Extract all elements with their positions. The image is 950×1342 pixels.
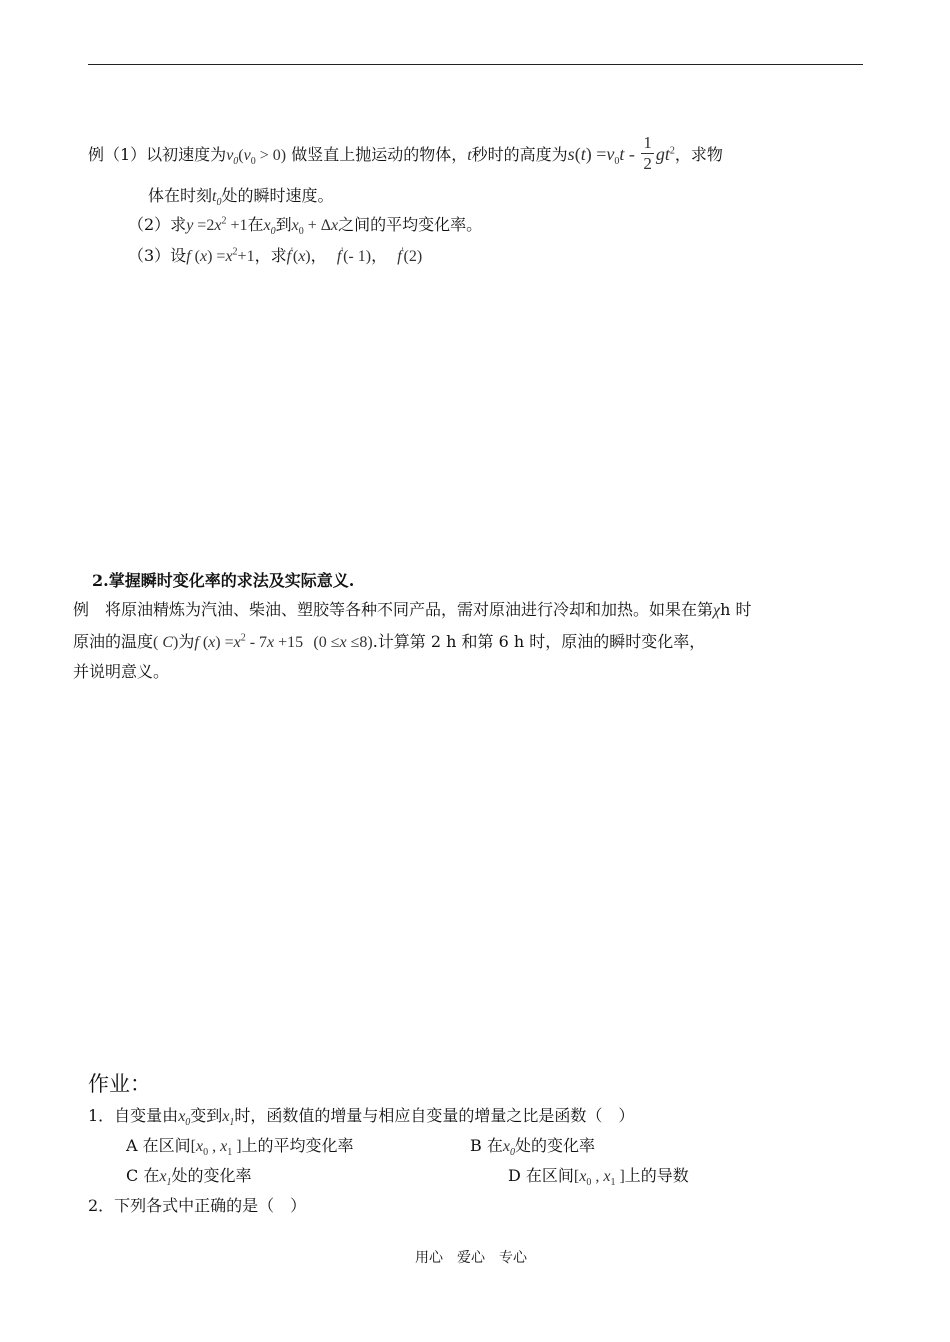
formula-v0-condition: $(v_0 > 0)$ [238, 147, 287, 168]
formula-q1-x0: $x_0$ [178, 1108, 191, 1129]
formula-chi: χ [713, 602, 721, 619]
formula-v0: $v_0$ [226, 147, 239, 168]
example-3-line: （3）设f $(x) =x^2+1$，求f'(x)， f'(- 1)， f'(2) [128, 246, 423, 265]
formula-interval-a: [$x_0$ , $x_1$ ] [190, 1138, 242, 1159]
page-footer: 用心 爱心 专心 [415, 1250, 527, 1266]
header-rule [88, 64, 863, 65]
section-2-line-2: 原油的温度( C)为f $(x) =x^2 - 7x +15$ (0 ≤x ≤8).计算第 2 h 和第 6 h 时，原油的瞬时变化率， [73, 632, 706, 651]
formula-option-b-x0: $x_0$ [502, 1138, 515, 1159]
example-1-line: 例（1）以初速度为$v_0(v_0 > 0)$ 做竖直上抛运动的物体，t秒时的高度为$s(t) =v_0t$ - $\frac{1}{2}$ $gt^2$，求物 [88, 133, 723, 173]
homework-question-1: 1．自变量由$x_0$变到$x_1$时，函数值的增量与相应自变量的增量之比是函数（ ） [88, 1106, 635, 1129]
formula-fprime-x: f [286, 248, 292, 265]
option-b: B 在$x_0$处的变化率 [470, 1136, 595, 1159]
section-2-line-1: 例 将原油精炼为汽油、柴油、塑胶等各种不同产品，需对原油进行冷却和加热。如果在第χh 时 [73, 600, 752, 619]
formula-height: s [567, 144, 575, 164]
formula-q1-x1: $x_1$ [222, 1108, 235, 1129]
formula-domain: (0 ≤x ≤8) [313, 634, 373, 651]
option-d: D 在区间[$x_0$ , $x_1$ ]上的导数 [508, 1166, 689, 1189]
formula-interval-d: [$x_0$ , $x_1$ ] [573, 1168, 625, 1189]
formula-fprime-2: f [397, 248, 402, 265]
section-2-heading: 2.掌握瞬时变化率的求法及实际意义. [92, 571, 355, 590]
formula-fprime-neg1: f [336, 248, 342, 265]
formula-temperature: f [194, 634, 199, 651]
formula-t0: $t_0$ [212, 188, 222, 209]
formula-fx: f [186, 248, 191, 265]
formula-y: y [186, 217, 194, 234]
formula-celsius: ( C) [153, 634, 179, 651]
homework-title: 作业： [88, 1072, 151, 1096]
formula-x0: $x_0$ [263, 217, 276, 238]
fraction-one-half: $\frac{1}{2}$ [643, 133, 652, 173]
example-1-continuation: 体在时刻$t_0$处的瞬时速度。 [148, 186, 334, 209]
example-2-line: （2）求$y =2x^2 +1$在$x_0$到$x_0 + \Delta x$之间的平均变化率。 [128, 215, 483, 238]
option-a: A 在区间[$x_0$ , $x_1$ ]上的平均变化率 [126, 1136, 354, 1159]
homework-question-2: 2．下列各式中正确的是（ ） [88, 1196, 307, 1215]
section-2-line-3: 并说明意义。 [73, 662, 170, 681]
option-c: C 在$x_1$处的变化率 [126, 1166, 252, 1189]
formula-option-c-x1: $x_1$ [159, 1168, 172, 1189]
formula-t: t [467, 147, 472, 164]
